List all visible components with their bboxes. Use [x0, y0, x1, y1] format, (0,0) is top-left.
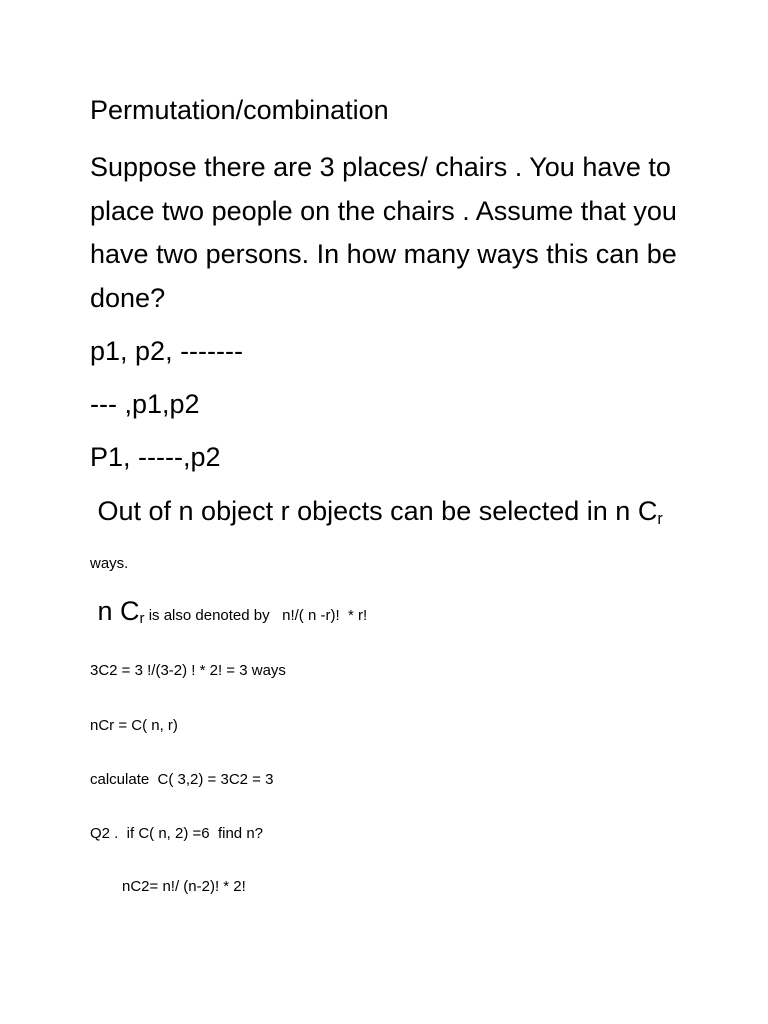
selection-subscript: r — [657, 510, 663, 529]
document-title: Permutation/combination — [90, 95, 389, 125]
ncr-definition-rest: is also denoted by n!/( n -r)! * r! — [144, 607, 368, 624]
ways-text: ways. — [90, 555, 129, 572]
selection-statement — [90, 496, 663, 529]
problem-statement: Suppose there are 3 places/ chairs . You have to place two people on the chairs . Assume that you have two persons. In how many ways this can be done? — [90, 152, 677, 313]
ncr-definition-symbol: n C — [90, 596, 140, 626]
arrangement-3: P1, -----,p2 — [90, 442, 221, 472]
ncr-notation: nCr = C( n, r) — [90, 717, 178, 734]
arrangement-2: --- ,p1,p2 — [90, 389, 200, 419]
question-2: Q2 . if C( n, 2) =6 find n? — [90, 825, 263, 842]
ncr-definition — [90, 596, 367, 627]
ncr-definition-subscript: r — [139, 610, 145, 627]
arrangement-1: p1, p2, ------- — [90, 336, 244, 366]
calculate-line: calculate C( 3,2) = 3C2 = 3 — [90, 771, 274, 788]
selection-statement-text: Out of n object r objects can be selected in n C — [90, 496, 658, 526]
example-3c2: 3C2 = 3 !/(3-2) ! * 2! = 3 ways — [90, 662, 286, 679]
nc2-formula: nC2= n!/ (n-2)! * 2! — [122, 878, 246, 895]
